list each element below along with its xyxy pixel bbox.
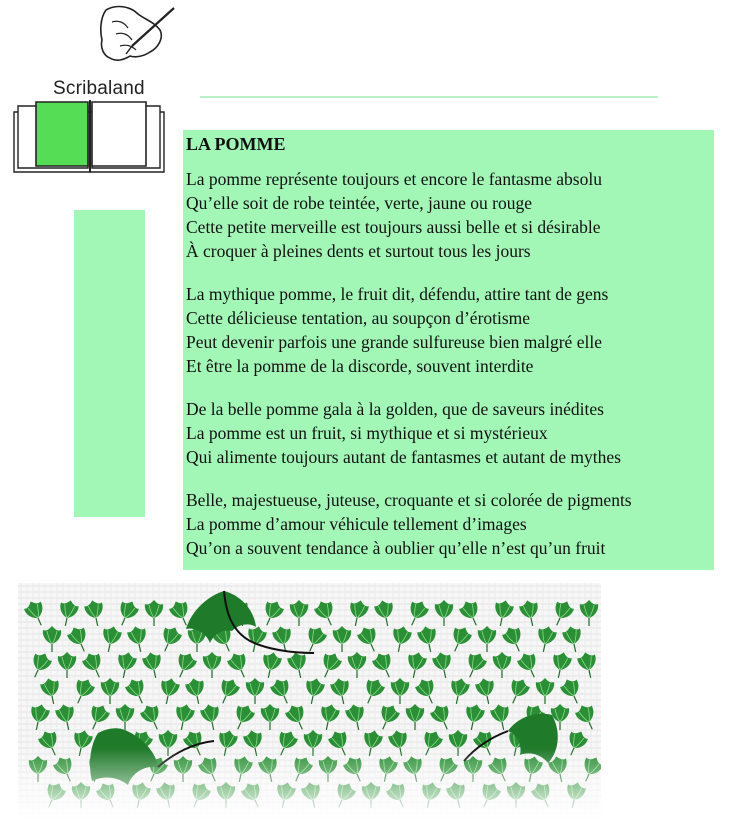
poem-panel xyxy=(183,130,714,570)
poem-line: La pomme est un fruit, si mythique et si mystérieux xyxy=(186,423,548,443)
stanza-2 xyxy=(186,282,714,378)
poem-line: La mythique pomme, le fruit dit, défendu, attire tant de gens xyxy=(186,284,609,304)
ginkgo-banner xyxy=(18,583,601,818)
poem-line: Belle, majestueuse, juteuse, croquante et si colorée de pigments xyxy=(186,490,632,510)
poem-line: Qui alimente toujours autant de fantasmes et autant de mythes xyxy=(186,447,621,467)
poem-line: De la belle pomme gala à la golden, que de saveurs inédites xyxy=(186,399,604,419)
side-bar xyxy=(74,210,145,517)
poem-title: LA POMME xyxy=(186,134,286,154)
stanza-3 xyxy=(186,397,714,469)
poem-line: La pomme représente toujours et encore le fantasme absolu xyxy=(186,169,602,189)
logo-text: Scribaland xyxy=(53,78,145,99)
header-divider xyxy=(200,96,658,98)
poem-line: Cette délicieuse tentation, au soupçon d’érotisme xyxy=(186,308,531,328)
ginkgo-leaves-pattern xyxy=(18,583,601,818)
poem-line: Cette petite merveille est toujours aussi belle et si désirable xyxy=(186,217,601,237)
poem-line: Qu’elle soit de robe teintée, verte, jaune ou rouge xyxy=(186,193,532,213)
poem-line: À croquer à pleines dents et surtout tous les jours xyxy=(186,241,531,261)
poem-line: Et être la pomme de la discorde, souvent interdite xyxy=(186,356,534,376)
stanza-1 xyxy=(186,167,714,263)
poem-line: La pomme d’amour véhicule tellement d’images xyxy=(186,514,527,534)
poem-line: Peut devenir parfois une grande sulfureuse bien malgré elle xyxy=(186,332,602,352)
poem-line: Qu’on a souvent tendance à oublier qu’elle n’est qu’un fruit xyxy=(186,538,606,558)
stanza-4 xyxy=(186,488,714,560)
scribaland-logo[interactable] xyxy=(8,0,178,180)
